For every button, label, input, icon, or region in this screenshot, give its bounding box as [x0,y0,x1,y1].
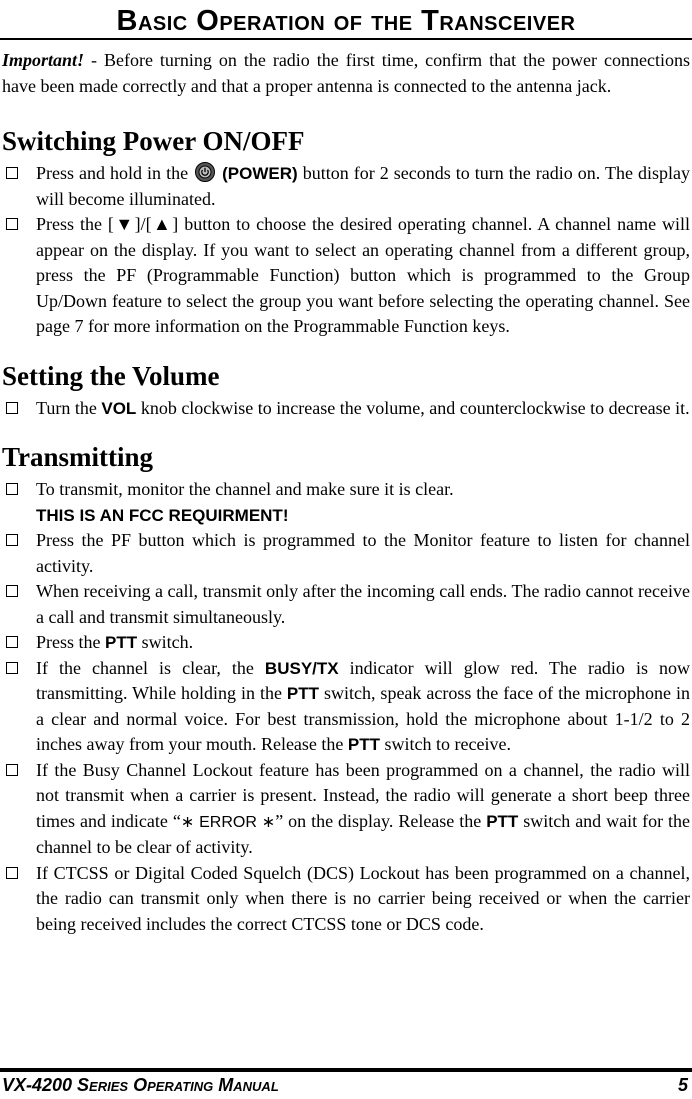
checkbox-bullet-icon [6,585,18,597]
checkbox-bullet-icon [6,662,18,674]
item-text: Press the PF button which is programmed to the Monitor feature to listen for channel activity. [36,530,690,576]
ptt-key-label: PTT [486,811,519,831]
page-content [0,48,692,937]
list-item [0,758,692,861]
checkbox-bullet-icon [6,167,18,179]
ptt-key-label: PTT [105,633,138,652]
item-text: Turn the [36,397,102,418]
list-item [0,861,692,938]
power-button-icon [195,162,215,182]
item-text: If the Busy Channel Lockout feature has been programmed on a channel, the radio will not transmit when a carrier is present. Instead, the radio will generate a short beep three times and indicate “ [36,759,690,831]
intro-lead: Important! [2,50,85,70]
item-text: button for 2 seconds to turn the radio on. The display will become illuminated. [36,163,690,209]
list-item [0,630,692,656]
checkbox-bullet-icon [6,867,18,879]
footer-manual-title: VX-4200 Series Operating Manual [2,1075,279,1095]
intro-text: - Before turning on the radio the first time, confirm that the power connections have been made correctly and that a proper antenna is connected to the antenna jack. [2,50,690,96]
item-text: switch and wait for the channel to be clear of activity. [36,810,691,857]
power-key-label: (POWER) [222,164,298,183]
list-item [0,396,692,422]
item-text: Press and hold in the [36,163,194,183]
item-text: knob clockwise to increase the volume, and counterclockwise to decrease it. [136,397,690,418]
item-text: If CTCSS or Digital Coded Squelch (DCS) Lockout has been programmed on a channel, the radio can transmit only when there is no carrier being received or when the carrier being received includes the correct CTCSS tone or DCS code. [36,862,690,934]
list-item [0,528,692,579]
page-title: Basic Operation of the Transceiver [116,5,576,37]
list-item [0,212,692,340]
item-text: switch, speak across the face of the microphone in a clear and normal voice. For best transmission, hold the microphone about 1-1/2 to 2 inches away from your mouth. Release the [36,683,690,754]
list-item [0,656,692,758]
item-text: button to choose the desired operating channel. A channel name will appear on the display. If you want to select an operating channel from a different group, press the PF (Programmable Function) button which is programmed to the Group Up/Down feature to select the group you want before selecting the operating channel. See page 7 for more information on the Programmable Function keys. [36,214,691,336]
checkbox-bullet-icon [6,483,18,495]
item-text: Press the [36,214,108,234]
checkbox-bullet-icon [6,402,18,414]
vol-key-label: VOL [101,398,137,418]
item-text: If the channel is clear, the [36,657,265,678]
channel-keys-label: [▼]/[▲] [107,214,179,234]
ptt-key-label: PTT [347,735,381,754]
heading-volume: Setting the Volume [2,360,220,391]
ptt-key-label: PTT [286,684,320,703]
list-item [0,477,692,528]
error-display-text: ∗ ERROR ∗ [180,813,276,831]
heading-transmitting: Transmitting [2,442,154,472]
footer-rule [0,1068,692,1072]
transmit-list [0,477,692,937]
item-text: switch. [137,632,194,652]
checkbox-bullet-icon [6,764,18,776]
checkbox-bullet-icon [6,218,18,230]
item-text: To transmit, monitor the channel and make sure it is clear. [36,479,454,499]
list-item [0,161,692,212]
heading-power: Switching Power ON/OFF [2,126,305,156]
page-number: 5 [677,1075,688,1095]
item-text: Press the [36,632,105,652]
item-text: switch to receive. [380,734,511,754]
header-rule [0,38,692,40]
item-text: indicator will glow red. The radio is now transmitting. While holding in the [36,657,691,703]
volume-list [0,396,692,422]
item-text: ” on the display. Release the [275,810,487,831]
power-list [0,161,692,340]
busy-tx-label: BUSY/TX [264,658,339,678]
checkbox-bullet-icon [6,534,18,546]
fcc-note: THIS IS AN FCC REQUIRMENT! [36,505,289,525]
item-text: When receiving a call, transmit only after the incoming call ends. The radio cannot receive a call and transmit simultaneously. [36,581,690,627]
intro-paragraph [2,48,690,99]
checkbox-bullet-icon [6,636,18,648]
list-item [0,579,692,630]
